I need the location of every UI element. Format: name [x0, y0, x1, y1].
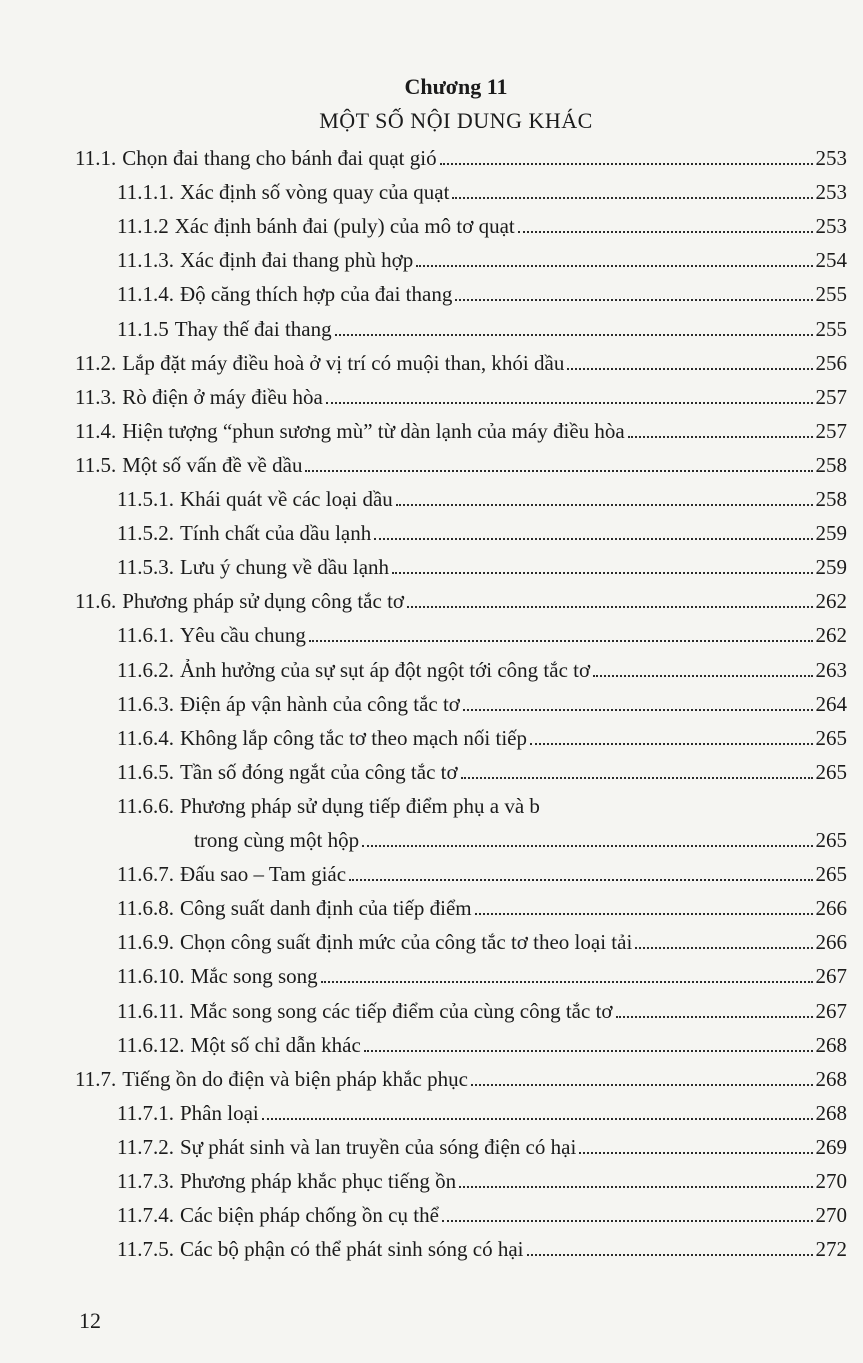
toc-entry — [117, 211, 847, 241]
toc-entry-title-continued: trong cùng một hộp — [194, 828, 360, 852]
toc-entry-number: 11.7.3. — [117, 1169, 174, 1193]
toc-entry-number: 11.5.2. — [117, 521, 174, 546]
dot-leader — [309, 639, 813, 642]
toc-entry-page: 270 — [815, 1169, 847, 1193]
toc-entry-page: 263 — [815, 657, 847, 682]
toc-entry-number: 11.2. — [75, 350, 117, 375]
toc-entry-number: 11.6.11. — [117, 998, 184, 1023]
toc-entry-number: 11.5.1. — [117, 487, 174, 511]
toc-entry-title: Xác định bánh đai (puly) của mô tơ quạt — [174, 214, 515, 239]
dot-leader — [567, 367, 812, 370]
toc-entry-number: 11.7.4. — [117, 1203, 174, 1228]
dot-leader — [475, 912, 813, 915]
chapter-title: MỘT SỐ NỘI DUNG KHÁC — [319, 108, 593, 133]
toc-entry-page: 270 — [815, 1203, 847, 1228]
dot-leader — [628, 435, 813, 438]
dot-leader — [471, 1083, 813, 1086]
toc-entry-page: 268 — [815, 1032, 847, 1057]
toc-entry-page: 255 — [815, 282, 847, 307]
toc-entry-title: Các bộ phận có thể phát sinh sóng có hại — [179, 1237, 524, 1262]
toc-entry-page: 265 — [815, 862, 847, 887]
toc-entry-page: 253 — [815, 214, 847, 239]
toc-entry-title: Tần số đóng ngắt của công tắc tơ — [179, 759, 458, 784]
toc-entry-page: 253 — [815, 180, 847, 205]
toc-entry-page: 262 — [815, 623, 847, 648]
dot-leader — [527, 1253, 813, 1256]
dot-leader — [396, 503, 813, 506]
dot-leader — [593, 674, 812, 677]
toc-entry-title: Một số vấn đề về dầu — [122, 452, 303, 477]
toc-entry-page: 257 — [815, 384, 847, 409]
toc-entry-page: 254 — [815, 248, 847, 273]
dot-leader — [459, 1185, 812, 1188]
toc-entry-title: Mắc song song — [190, 964, 318, 989]
toc-entry — [117, 655, 847, 685]
toc-entry-title: Tính chất của dầu lạnh — [179, 521, 372, 546]
toc-entry-number: 11.6.1. — [117, 623, 174, 648]
toc-entry — [117, 996, 847, 1026]
toc-entry-number: 11.6.5. — [117, 759, 174, 784]
toc-entry-page: 253 — [815, 146, 847, 170]
toc-entry-title: Các biện pháp chống ồn cụ thể — [179, 1203, 439, 1228]
toc-entry-title: Hiện tượng “phun sương mù” từ dàn lạnh của máy điều hòa — [122, 418, 625, 443]
dot-leader — [335, 333, 813, 336]
toc-entry — [117, 1166, 847, 1196]
toc-entry — [75, 143, 847, 173]
dot-leader — [440, 162, 813, 165]
toc-entry-title: Sự phát sinh và lan truyền của sóng điện có hại — [179, 1134, 577, 1159]
toc-entry — [117, 1132, 847, 1162]
toc-entry — [75, 382, 847, 412]
toc-entry-title: Độ căng thích hợp của đai thang — [179, 282, 453, 307]
toc-entry — [75, 450, 847, 480]
toc-entry — [75, 416, 847, 446]
toc-entry-title: Yêu cầu chung — [179, 623, 306, 648]
toc-entry — [117, 757, 847, 787]
toc-entry-page: 256 — [815, 350, 847, 375]
toc-entry — [117, 893, 847, 923]
toc-entry-number: 11.4. — [75, 418, 117, 443]
toc-entry-number: 11.1.5 — [117, 316, 169, 341]
dot-leader — [461, 776, 813, 779]
toc-entry-number: 11.5. — [75, 452, 117, 477]
dot-leader — [374, 537, 812, 540]
toc-entry-title: Khái quát về các loại dầu — [179, 487, 393, 511]
dot-leader — [635, 946, 812, 949]
toc-entry-page: 255 — [815, 316, 847, 341]
toc-entry-number: 11.1.4. — [117, 282, 174, 307]
toc-entry-title: Công suất danh định của tiếp điểm — [179, 896, 472, 921]
dot-leader — [616, 1015, 813, 1018]
toc-entry-number: 11.6.8. — [117, 896, 174, 921]
toc-entry — [117, 314, 847, 344]
dot-leader — [407, 605, 812, 608]
toc-entry-page: 266 — [815, 896, 847, 921]
toc-entry-number: 11.6.9. — [117, 930, 174, 955]
toc-entry-number: 11.6.4. — [117, 725, 174, 750]
dot-leader — [326, 401, 813, 404]
toc-entry-title: Ảnh hưởng của sự sụt áp đột ngột tới công tắc tơ — [179, 657, 591, 682]
dot-leader — [452, 196, 812, 199]
dot-leader — [579, 1151, 812, 1154]
toc-entry — [117, 1200, 847, 1230]
toc-entry-title: Chọn công suất định mức của công tắc tơ theo loại tải — [179, 930, 633, 955]
toc-entry-title: Phương pháp sử dụng công tắc tơ — [122, 589, 405, 614]
toc-entry-page: 264 — [815, 691, 847, 716]
toc-entry — [75, 586, 847, 616]
toc-entry-title: Một số chỉ dẫn khác — [190, 1032, 361, 1057]
toc-entry — [117, 1030, 847, 1060]
toc-entry-number: 11.6. — [75, 589, 117, 614]
toc-entry-page: 262 — [815, 589, 847, 614]
toc-entry-number: 11.6.6. — [117, 793, 174, 818]
toc-entry-page: 269 — [815, 1134, 847, 1159]
toc-entry-number: 11.7.1. — [117, 1100, 174, 1125]
toc-entry-page: 267 — [815, 964, 847, 989]
toc-entry-title: Mắc song song các tiếp điểm của cùng công tắc tơ — [189, 998, 613, 1023]
toc-entry-title: Lắp đặt máy điều hoà ở vị trí có muội than, khói dầu — [122, 350, 565, 375]
toc-entry-number: 11.6.10. — [117, 964, 185, 989]
toc-entry-number: 11.3. — [75, 384, 117, 409]
toc-entry-page: 267 — [815, 998, 847, 1023]
toc-entry-number: 11.7.5. — [117, 1237, 174, 1262]
toc-entry-title: Phương pháp sử dụng tiếp điểm phụ a và b — [179, 793, 540, 818]
toc-entry-title: Không lắp công tắc tơ theo mạch nối tiếp — [179, 725, 527, 750]
toc-entry-number: 11.7.2. — [117, 1134, 174, 1159]
toc-entry — [117, 961, 847, 991]
toc-entry-page: 265 — [815, 759, 847, 784]
toc-entry-page: 259 — [815, 521, 847, 546]
dot-leader — [321, 980, 813, 983]
toc-entry-page: 268 — [815, 1066, 847, 1091]
toc-entry-title: Rò điện ở máy điều hòa — [122, 384, 323, 409]
toc-entry — [117, 245, 847, 275]
toc-entry — [117, 1234, 847, 1264]
toc-entry — [117, 927, 847, 957]
toc-entry — [117, 484, 847, 514]
toc-entry-title: Phân loại — [179, 1100, 259, 1125]
toc-entry-title: Điện áp vận hành của công tắc tơ — [179, 691, 460, 716]
toc-entry-title: Đấu sao – Tam giác — [179, 862, 347, 887]
toc-entry — [117, 620, 847, 650]
toc-entry-title: Tiếng ồn do điện và biện pháp khắc phục — [122, 1066, 468, 1091]
toc-entry-number: 11.1.3. — [117, 248, 174, 273]
toc-entry — [75, 348, 847, 378]
dot-leader — [416, 264, 812, 267]
dot-leader — [305, 469, 812, 472]
toc-entry — [75, 1064, 847, 1094]
toc-entry-number: 11.1.1. — [117, 180, 174, 205]
toc-entry-page: 257 — [815, 418, 847, 443]
toc-entry-page: 266 — [815, 930, 847, 955]
toc-entry-page: 268 — [815, 1100, 847, 1125]
toc-entry-number: 11.7. — [75, 1066, 117, 1091]
toc-entry-number: 11.1.2 — [117, 214, 169, 239]
toc-entry — [117, 1098, 847, 1128]
toc-entry-number: 11.6.7. — [117, 862, 174, 887]
toc-entry — [117, 723, 847, 753]
toc-entry-title: Thay thế đai thang — [174, 316, 332, 341]
toc-entry-number: 11.6.12. — [117, 1032, 185, 1057]
toc-entry-continuation — [194, 825, 847, 855]
toc-entry-page: 258 — [815, 452, 847, 477]
toc-entry-number: 11.6.2. — [117, 657, 174, 682]
dot-leader — [463, 708, 813, 711]
toc-entry-number: 11.1. — [75, 146, 117, 170]
toc-entry — [117, 689, 847, 719]
toc-entry-number: 11.6.3. — [117, 691, 174, 716]
toc-entry-page: 265 — [815, 725, 847, 750]
toc-entry — [117, 859, 847, 889]
toc-entry-title: Phương pháp khắc phục tiếng ồn — [179, 1169, 457, 1193]
toc-entry-title: Xác định đai thang phù hợp — [179, 248, 414, 273]
toc-entry — [117, 518, 847, 548]
toc-entry-page: 265 — [815, 828, 847, 852]
dot-leader — [442, 1219, 813, 1222]
toc-entry — [117, 552, 847, 582]
toc-entry-page: 259 — [815, 555, 847, 580]
toc-entry-title: Lưu ý chung về dầu lạnh — [179, 555, 390, 580]
dot-leader — [362, 844, 812, 847]
toc-entry-number: 11.5.3. — [117, 555, 174, 580]
chapter-number: Chương 11 — [404, 74, 508, 99]
toc-entry-title: Xác định số vòng quay của quạt — [179, 180, 450, 205]
dot-leader — [349, 878, 812, 881]
dot-leader — [364, 1049, 813, 1052]
dot-leader — [262, 1117, 813, 1120]
toc-entry-page: 272 — [815, 1237, 847, 1262]
toc-entry — [117, 791, 847, 821]
toc-entry-title: Chọn đai thang cho bánh đai quạt gió — [122, 146, 437, 170]
dot-leader — [530, 742, 813, 745]
toc-entry-page: 258 — [815, 487, 847, 511]
page-number: 12 — [79, 1308, 101, 1333]
dot-leader — [392, 571, 812, 574]
dot-leader — [518, 230, 813, 233]
toc-entry — [117, 279, 847, 309]
toc-entry — [117, 177, 847, 207]
dot-leader — [455, 298, 812, 301]
